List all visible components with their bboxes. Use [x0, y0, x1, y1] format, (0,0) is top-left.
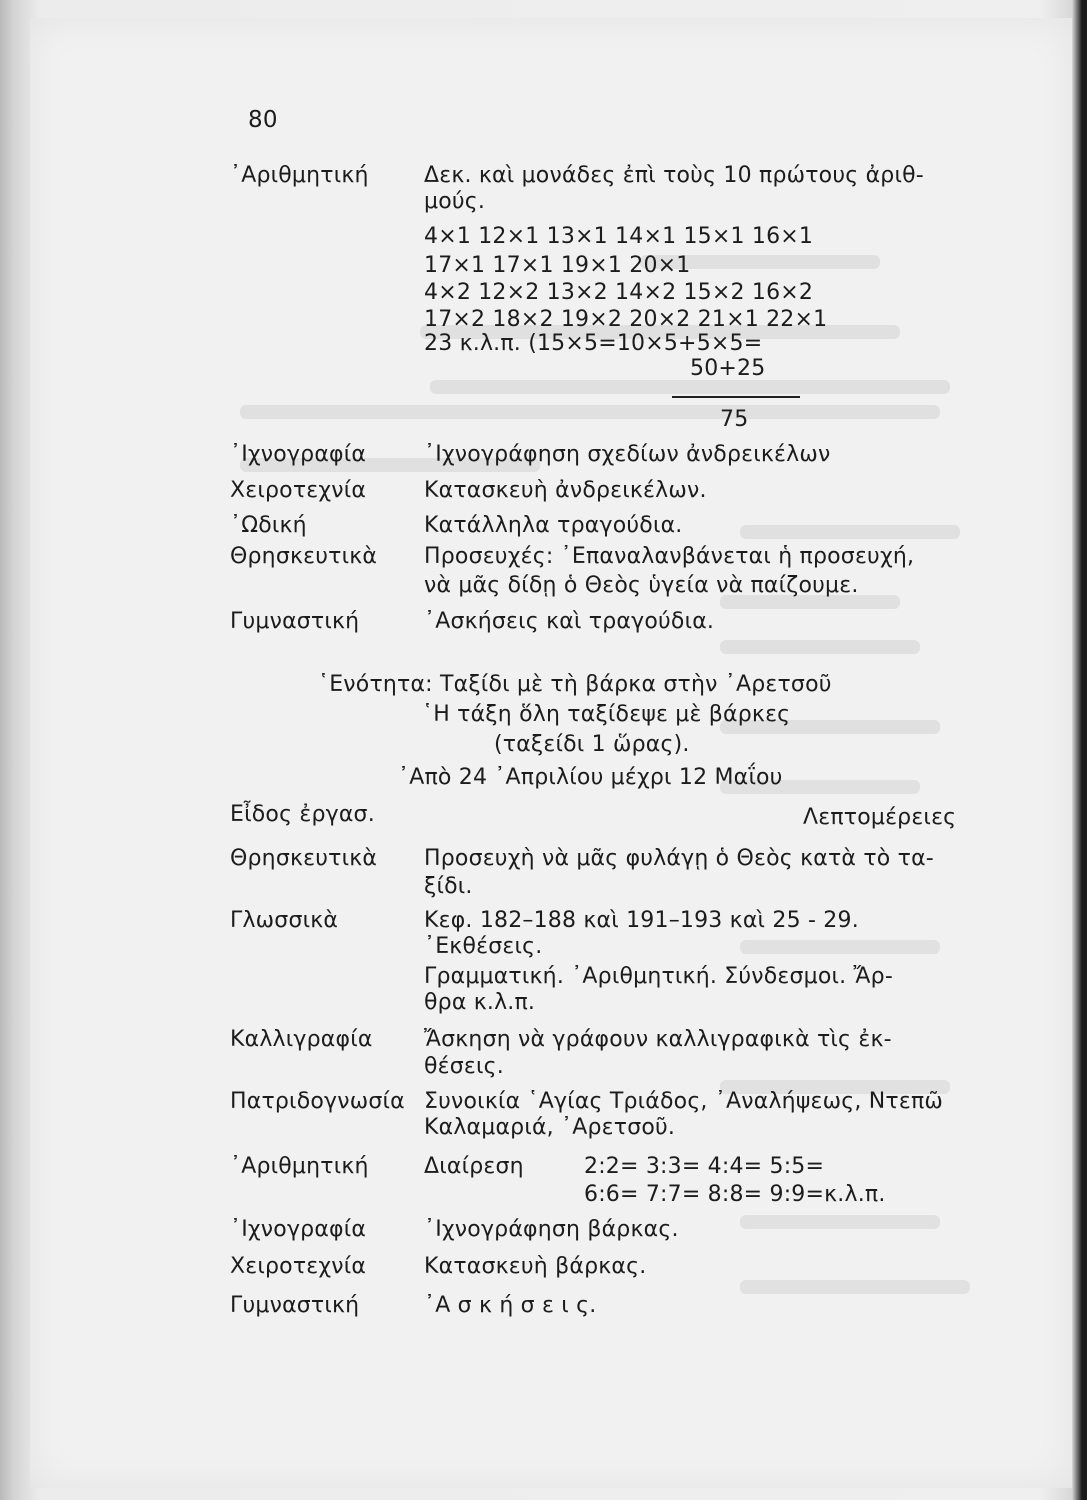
sum-rule: [672, 396, 800, 398]
handicraft2-text: Κατασκευὴ βάρκας.: [424, 1254, 647, 1279]
unit-title: ῾Ενότητα: Ταξίδι μὲ τὴ βάρκα στὴν ᾿Αρετσοῦ: [318, 672, 832, 697]
local-studies-text-line-2: Καλαμαριά, ᾿Αρετσοῦ.: [424, 1115, 676, 1140]
religion-text-line-1: Προσευχές: ᾿Επαναλανβάνεται ἡ προσευχή,: [424, 544, 915, 569]
label-arithmetic: ᾿Αριθμητική: [230, 163, 369, 188]
multiplication-row-5: 23 κ.λ.π. (15×5=10×5+5×5=: [424, 331, 763, 356]
label-language: Γλωσσικὰ: [230, 908, 339, 933]
division-word: Διαίρεση: [424, 1154, 524, 1179]
religion-text-line-2: νὰ μᾶς δίδῃ ὁ Θεὸς ὑγεία νὰ παίζουμε.: [424, 573, 859, 598]
page-number: 80: [248, 107, 278, 133]
label-calligraphy: Καλλιγραφία: [230, 1027, 373, 1052]
religion2-text-line-1: Προσευχὴ νὰ μᾶς φυλάγῃ ὁ Θεὸς κατὰ τὸ τα-: [424, 846, 934, 871]
sum-result: 75: [720, 407, 749, 432]
language-text-line-3: Γραμματική. ᾿Αριθμητική. Σύνδεσμοι. Ἄρ-: [424, 964, 893, 989]
label-religion: Θρησκευτικὰ: [230, 544, 378, 569]
calligraphy-text-line-2: θέσεις.: [424, 1054, 504, 1079]
label-local-studies: Πατριδογνωσία: [230, 1089, 405, 1114]
language-text-line-1: Κεφ. 182–188 καὶ 191–193 καὶ 25 - 29.: [424, 908, 859, 933]
handicraft-text: Κατασκευὴ ἀνδρεικέλων.: [424, 478, 707, 503]
unit-line-3: (ταξείδι 1 ὥρας).: [494, 732, 690, 757]
gymnastics2-text: ᾿Α σ κ ή σ ε ι ς.: [424, 1293, 597, 1318]
multiplication-row-2: 17×1 17×1 19×1 20×1: [424, 253, 691, 278]
sum-line: 50+25: [690, 356, 766, 381]
label-gymnastics-2: Γυμναστική: [230, 1293, 360, 1318]
language-text-line-2: ᾿Εκθέσεις.: [424, 934, 543, 959]
singing-text: Κατάλληλα τραγούδια.: [424, 513, 683, 538]
language-text-line-4: θρα κ.λ.π.: [424, 990, 536, 1015]
calligraphy-text-line-1: Ἄσκηση νὰ γράφουν καλλιγραφικὰ τὶς ἐκ-: [424, 1027, 892, 1052]
multiplication-row-3: 4×2 12×2 13×2 14×2 15×2 16×2: [424, 280, 814, 305]
label-gymnastics: Γυμναστική: [230, 609, 360, 634]
label-drawing-2: ᾿Ιχνογραφία: [230, 1217, 367, 1242]
label-handicraft-2: Χειροτεχνία: [230, 1254, 367, 1279]
local-studies-text-line-1: Συνοικία ῾Αγίας Τριάδος, ᾿Αναλήψεως, Ντεπῶ: [424, 1089, 944, 1114]
header-work-type: Εἶδος ἐργασ.: [230, 802, 375, 827]
label-handicraft: Χειροτεχνία: [230, 478, 367, 503]
header-details: Λεπτομέρειες: [803, 805, 957, 830]
arithmetic-text-line-2: μούς.: [424, 189, 486, 214]
division-row-2: 6:6= 7:7= 8:8= 9:9=κ.λ.π.: [584, 1182, 886, 1207]
division-row-1: 2:2= 3:3= 4:4= 5:5=: [584, 1154, 825, 1179]
arithmetic-text-line-1: Δεκ. καὶ μονάδες ἐπὶ τοὺς 10 πρώτους ἀριθ-: [424, 163, 924, 188]
religion2-text-line-2: ξίδι.: [424, 874, 473, 899]
label-singing: ᾿Ωδική: [230, 513, 307, 538]
multiplication-row-4: 17×2 18×2 19×2 20×2 21×1 22×1: [424, 307, 828, 332]
drawing2-text: ᾿Ιχνογράφηση βάρκας.: [424, 1217, 679, 1242]
label-religion-2: Θρησκευτικὰ: [230, 846, 378, 871]
unit-line-2: ῾Η τάξη ὅλη ταξίδεψε μὲ βάρκες: [422, 702, 791, 727]
label-drawing: ᾿Ιχνογραφία: [230, 442, 367, 467]
gymnastics-text: ᾿Ασκήσεις καὶ τραγούδια.: [424, 609, 715, 634]
label-arithmetic-2: ᾿Αριθμητική: [230, 1154, 369, 1179]
unit-dates: ᾿Απὸ 24 ᾿Απριλίου μέχρι 12 Μαΐου: [398, 765, 783, 790]
drawing-text: ᾿Ιχνογράφηση σχεδίων ἀνδρεικέλων: [424, 442, 831, 467]
multiplication-row-1: 4×1 12×1 13×1 14×1 15×1 16×1: [424, 224, 814, 249]
